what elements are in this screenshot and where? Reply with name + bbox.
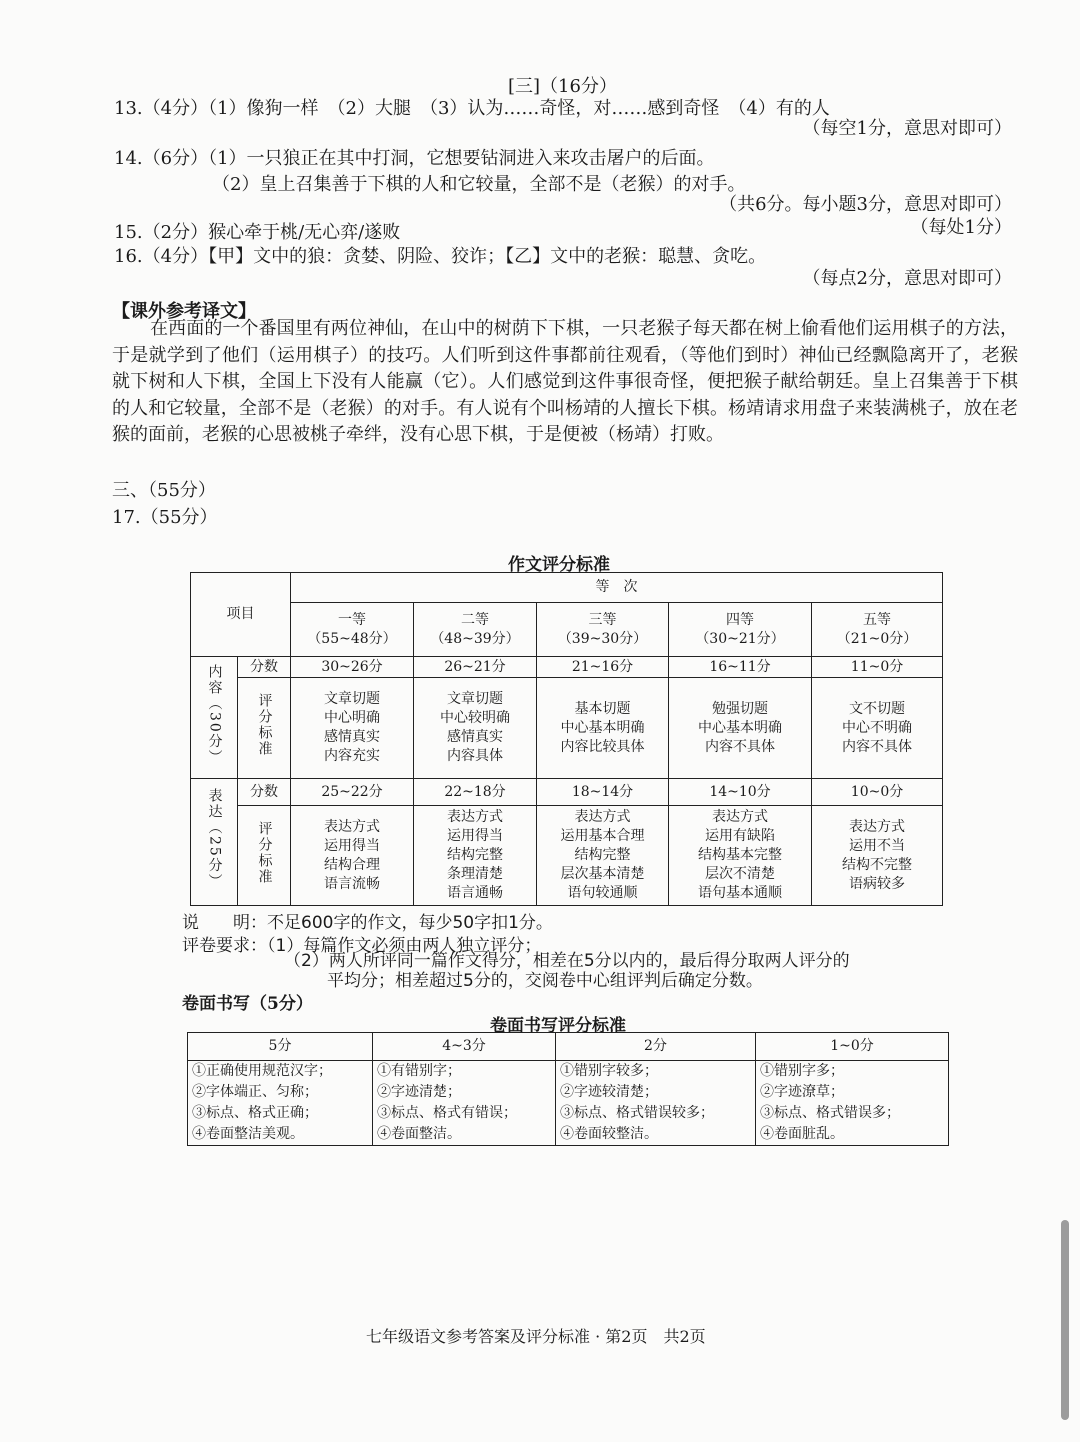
score-cell: 26~21分	[414, 657, 537, 678]
criteria-line: 语言通畅	[447, 885, 503, 901]
q14-answer-1: 14.（6分）（1）一只狼正在其中打洞，它想要钻洞进入来攻击屠户的后面。	[114, 148, 715, 169]
criteria-line: 内容比较具体	[560, 738, 645, 755]
section-title: [三]（16分）	[508, 76, 617, 97]
criteria-line: 内容不具体	[842, 738, 913, 755]
item-header: 项目	[191, 573, 291, 657]
criteria-line: 中心较明确	[440, 710, 510, 726]
criteria-line: 语句较通顺	[567, 885, 638, 901]
criteria-line: 表达方式	[324, 818, 380, 835]
q13-note: （每空1分，意思对即可）	[802, 118, 1012, 139]
criteria-line: 文章切题	[447, 691, 503, 707]
criteria-line: ②字体端正、匀称；	[192, 1084, 318, 1100]
content-criteria-row	[191, 678, 943, 779]
criteria-line: 中心基本明确	[698, 719, 782, 736]
criteria-line: 感情真实	[447, 729, 503, 745]
handwriting-grading-table	[187, 1032, 949, 1146]
hw-criteria-cell	[756, 1061, 949, 1146]
criteria-line: ③标点、格式有错误；	[377, 1105, 517, 1121]
criteria-cell	[812, 678, 943, 779]
criteria-line: 语句基本通顺	[698, 885, 782, 901]
score-cell: 10~0分	[812, 779, 943, 806]
criteria-line: ②字迹较清楚；	[560, 1084, 658, 1100]
criteria-line: 运用有缺陷	[705, 828, 775, 844]
hw-score-header: 2分	[556, 1033, 756, 1061]
criteria-line: ④卷面较整洁。	[560, 1126, 658, 1142]
hw-criteria-cell	[373, 1061, 556, 1146]
criteria-line: ②字迹潦草；	[760, 1084, 844, 1100]
criteria-line: 内容不具体	[705, 738, 775, 755]
scrollbar[interactable]	[1061, 1220, 1069, 1420]
content-label: 内容（30分）	[191, 657, 238, 779]
criteria-line: 表达方式	[574, 809, 631, 825]
grade-2: 二等 （48~39分）	[414, 603, 537, 657]
criteria-line: 语言流畅	[324, 875, 380, 892]
criteria-line: ①正确使用规范汉字；	[192, 1063, 332, 1079]
score-cell: 18~14分	[537, 779, 669, 806]
requirement-2b: 平均分；相差超过5分的，交阅卷中心组评判后确定分数。	[327, 971, 763, 991]
criteria-cell	[669, 806, 812, 906]
criteria-line: 勉强切题	[712, 700, 768, 717]
score-cell: 25~22分	[291, 779, 414, 806]
criteria-line: 结构完整	[574, 847, 631, 863]
q17-heading: 17.（55分）	[112, 507, 218, 528]
criteria-line: ③标点、格式错误较多；	[560, 1105, 714, 1121]
criteria-line: 结构基本完整	[698, 847, 782, 863]
page-footer: 七年级语文参考答案及评分标准 · 第2页 共2页	[366, 1327, 706, 1346]
criteria-line: 表达方式	[712, 809, 768, 825]
hw-criteria-cell	[188, 1061, 373, 1146]
criteria-line: 条理清楚	[447, 866, 503, 882]
handwriting-heading: 卷面书写（5分）	[182, 994, 313, 1014]
rank-header: 等 次	[291, 573, 943, 603]
q16-answer: 16.（4分）【甲】文中的狼：贪婪、阴险、狡诈；【乙】文中的老猴：聪慧、贪吃。	[114, 246, 767, 267]
criteria-line: 中心不明确	[842, 719, 913, 736]
criteria-label: 评分标准	[238, 678, 291, 779]
criteria-line: ④卷面整洁美观。	[192, 1126, 304, 1142]
criteria-line: 运用得当	[447, 828, 503, 844]
criteria-line: 层次不清楚	[705, 866, 775, 882]
q16-note: （每点2分，意思对即可）	[802, 268, 1012, 289]
translation-paragraph	[112, 316, 1018, 449]
criteria-line: ①错别字多；	[760, 1063, 844, 1079]
score-cell: 14~10分	[669, 779, 812, 806]
criteria-cell	[291, 678, 414, 779]
score-cell: 16~11分	[669, 657, 812, 678]
score-cell: 11~0分	[812, 657, 943, 678]
criteria-line: 层次基本清楚	[560, 866, 645, 882]
criteria-line: 文章切题	[324, 691, 380, 707]
grades-row	[191, 603, 943, 657]
criteria-line: 语病较多	[849, 875, 906, 892]
criteria-line: 表达方式	[447, 809, 503, 825]
criteria-line: 中心明确	[324, 710, 380, 726]
criteria-line: 结构完整	[447, 847, 503, 863]
criteria-cell	[414, 806, 537, 906]
criteria-cell	[537, 678, 669, 779]
grade-4: 四等 （30~21分）	[669, 603, 812, 657]
q14-note: （共6分。每小题3分，意思对即可）	[719, 194, 1012, 215]
criteria-line: 感情真实	[324, 729, 380, 745]
criteria-cell	[812, 806, 943, 906]
criteria-line: 运用得当	[324, 837, 380, 854]
criteria-cell	[669, 678, 812, 779]
criteria-line: ④卷面脏乱。	[760, 1126, 844, 1142]
criteria-cell	[414, 678, 537, 779]
score-cell: 30~26分	[291, 657, 414, 678]
hw-score-header: 1~0分	[756, 1033, 949, 1061]
expression-score-row	[191, 779, 943, 806]
criteria-line: ①错别字较多；	[560, 1063, 658, 1079]
explain-note: 说 明：不足600字的作文，每少50字扣1分。	[182, 913, 553, 933]
grade-5: 五等 （21~0分）	[812, 603, 943, 657]
criteria-line: 文不切题	[849, 700, 906, 717]
score-cell: 21~16分	[537, 657, 669, 678]
expression-label: 表达（25分）	[191, 779, 238, 906]
criteria-line: ③标点、格式正确；	[192, 1105, 318, 1121]
requirement-1: 评卷要求：（1）每篇作文必须由两人独立评分；	[182, 936, 542, 956]
criteria-cell	[291, 806, 414, 906]
criteria-line: ④卷面整洁。	[377, 1126, 461, 1142]
criteria-line: 内容充实	[324, 748, 380, 764]
part3-heading: 三、（55分）	[112, 480, 216, 501]
q14-answer-2: （2）皇上召集善于下棋的人和它较量，全部不是（老猴）的对手。	[212, 174, 746, 195]
q15-answer: 15.（2分）猴心牵于桃/无心弈/遂败	[114, 222, 401, 243]
q15-note: （每处1分）	[910, 217, 1012, 238]
criteria-cell	[537, 806, 669, 906]
requirement-2a: （2）两人所评同一篇作文得分，相差在5分以内的，最后得分取两人评分的	[284, 951, 850, 971]
criteria-line: 运用不当	[849, 837, 906, 854]
essay-table-title: 作文评分标准	[508, 555, 610, 575]
criteria-line: 中心基本明确	[560, 719, 645, 736]
score-label: 分数	[238, 779, 291, 806]
score-label: 分数	[238, 657, 291, 678]
q13-answer: 13.（4分）（1）像狗一样 （2）大腿 （3）认为……奇怪，对……感到奇怪 （4）有的人	[114, 98, 830, 119]
hw-score-header: 5分	[188, 1033, 373, 1061]
handwriting-table-title: 卷面书写评分标准	[490, 1016, 626, 1036]
content-score-row	[191, 657, 943, 678]
translation-body: 在西面的一个番国里有两位神仙，在山中的树荫下下棋，一只老猴子每天都在树上偷看他们运用棋子的方法，于是就学到了他们（运用棋子）的技巧。人们听到这件事都前往观看，（等他们到时）神仙已经飘隐离开了，老猴就下树和人下棋，全国上下没有人能赢（它）。人们感觉到这件事很奇怪，便把猴子献给朝廷。皇上召集善于下棋的人和它较量，全部不是（老猴）的对手。有人说有个叫杨靖的人擅长下棋。杨靖请求用盘子来装满桃子，放在老猴的面前，老猴的心思被桃子牵绊，没有心思下棋，于是便被（杨靖）打败。	[112, 318, 1018, 445]
criteria-line: 运用基本合理	[560, 828, 645, 844]
essay-grading-table	[190, 572, 943, 906]
criteria-line: 内容具体	[447, 748, 503, 764]
score-cell: 22~18分	[414, 779, 537, 806]
expression-criteria-row	[191, 806, 943, 906]
criteria-line: ③标点、格式错误多；	[760, 1105, 900, 1121]
criteria-label: 评分标准	[238, 806, 291, 906]
hw-score-header: 4~3分	[373, 1033, 556, 1061]
hw-criteria-cell	[556, 1061, 756, 1146]
grade-1: 一等 （55~48分）	[291, 603, 414, 657]
translation-heading: 【课外参考译文】	[112, 301, 256, 322]
criteria-line: 表达方式	[849, 818, 906, 835]
criteria-line: ①有错别字；	[377, 1063, 461, 1079]
criteria-line: 结构合理	[324, 856, 380, 873]
criteria-line: 基本切题	[574, 700, 631, 717]
criteria-line: 结构不完整	[842, 856, 913, 873]
criteria-line: ②字迹清楚；	[377, 1084, 461, 1100]
grade-3: 三等 （39~30分）	[537, 603, 669, 657]
